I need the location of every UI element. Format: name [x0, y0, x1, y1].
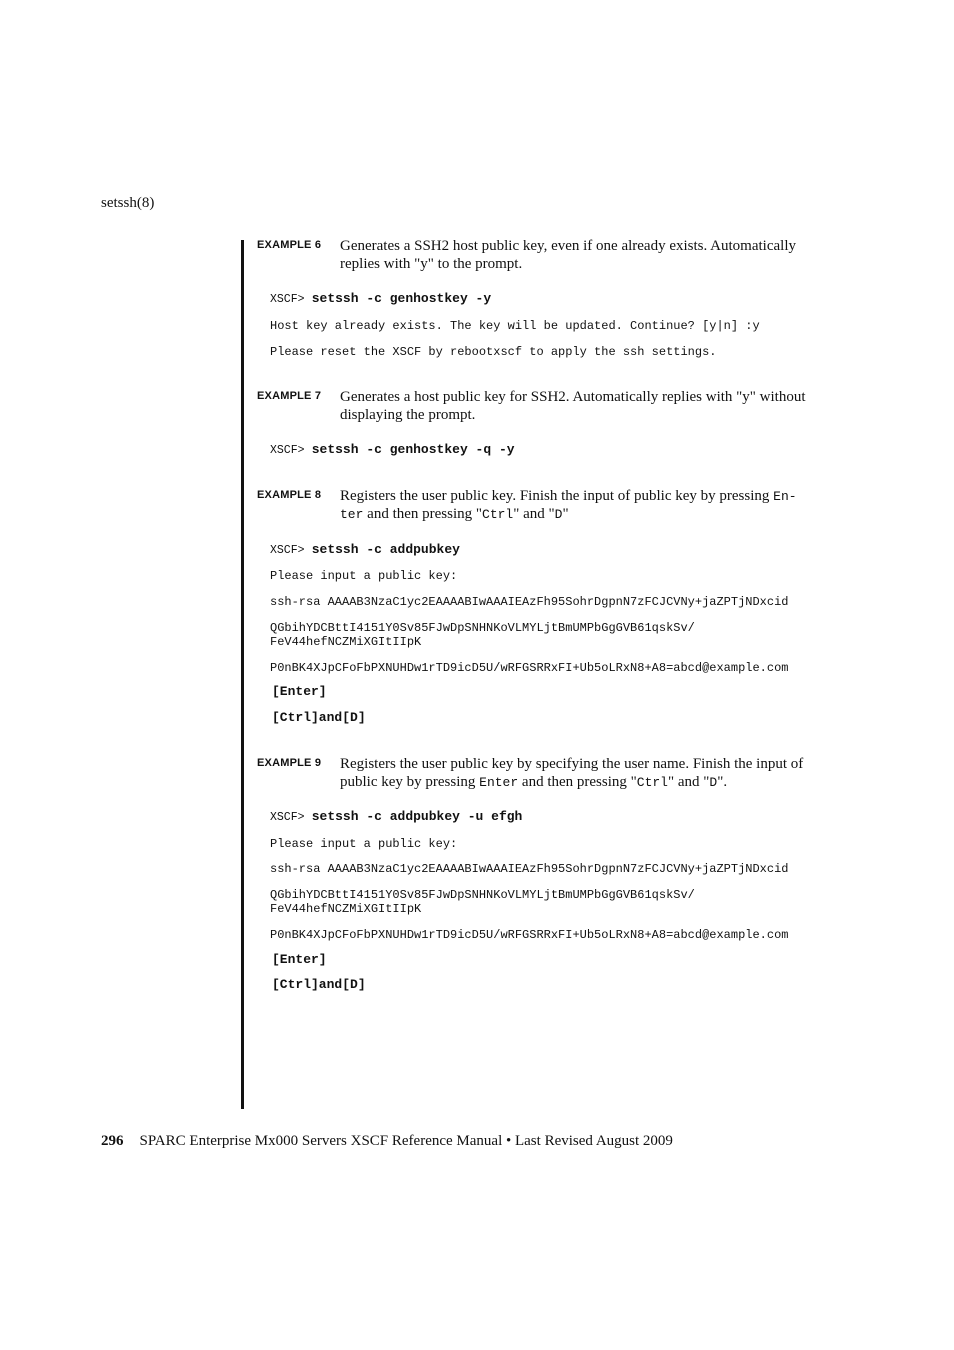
- change-bar: [241, 240, 244, 1109]
- key-name: D: [709, 774, 718, 790]
- example-label: EXAMPLE 7: [257, 390, 322, 402]
- key-name: ter: [340, 506, 364, 522]
- output-line: FeV44hefNCZMiXGItIIpK: [270, 902, 422, 916]
- example-8: [257, 488, 837, 523]
- running-header: setssh(8): [101, 195, 155, 211]
- footer-text: SPARC Enterprise Mx000 Servers XSCF Reference Manual • Last Revised August 2009: [139, 1133, 673, 1149]
- output-line: Please input a public key:: [270, 569, 458, 583]
- output-line: Please input a public key:: [270, 837, 458, 851]
- output-line: P0nBK4XJpCFoFbPXNUHDw1rTD9icD5U/wRFGSRRxFI+Ub5oLRxN8+A8=abcd@example.com: [270, 661, 789, 675]
- prompt: XSCF>: [270, 811, 305, 824]
- command: setssh -c genhostkey -y: [311, 291, 492, 306]
- example-label: EXAMPLE 9: [257, 757, 322, 769]
- key-name: Enter: [479, 774, 519, 790]
- prompt: XSCF>: [270, 444, 305, 457]
- description-text: ": [562, 505, 569, 522]
- output-line: Host key already exists. The key will be updated. Continue? [y|n] :y: [270, 319, 760, 333]
- command-line: [270, 292, 491, 307]
- description-text: Registers the user public key. Finish the input of public key by pressing: [340, 488, 774, 504]
- description-line: [340, 774, 837, 792]
- output-line: Please reset the XSCF by rebootxscf to apply the ssh settings.: [270, 345, 717, 359]
- prompt: XSCF>: [270, 293, 305, 306]
- command-line: [270, 810, 522, 825]
- description-line: [340, 488, 837, 506]
- description-text: and then pressing ": [363, 505, 483, 522]
- description-line: [340, 506, 837, 524]
- description-line: Generates a host public key for SSH2. Automatically replies with "y" without: [340, 389, 806, 405]
- example-description: [340, 238, 837, 273]
- key-instruction: [Enter]: [272, 684, 327, 699]
- command-line: [270, 543, 460, 558]
- output-line: QGbihYDCBttI4151Y0Sv85FJwDpSNHNKoVLMYLjtBmUMPbGgGVB61qskSv/: [270, 888, 695, 902]
- description-text: " and ": [668, 773, 710, 790]
- example-7: [257, 389, 837, 424]
- command: setssh -c addpubkey: [311, 542, 460, 557]
- example-6: [257, 238, 837, 273]
- key-name: D: [554, 506, 563, 522]
- description-text: public key by pressing: [340, 773, 480, 790]
- key-name: Ctrl: [482, 506, 514, 522]
- page-footer: [101, 1133, 673, 1150]
- command: setssh -c addpubkey -u efgh: [311, 809, 523, 824]
- key-instruction: [Ctrl]and[D]: [272, 710, 366, 725]
- output-line: FeV44hefNCZMiXGItIIpK: [270, 635, 422, 649]
- output-line: ssh-rsa AAAAB3NzaC1yc2EAAAABIwAAAIEAzFh95SohrDgpnN7zFCJCVNy+jaZPTjNDxcid: [270, 862, 789, 876]
- description-text: and then pressing ": [518, 773, 637, 790]
- example-label: EXAMPLE 8: [257, 489, 322, 501]
- key-name: En-: [773, 489, 797, 504]
- description-line: Generates a SSH2 host public key, even if one already exists. Automatically: [340, 238, 796, 254]
- key-instruction: [Enter]: [272, 952, 327, 967]
- output-line: P0nBK4XJpCFoFbPXNUHDw1rTD9icD5U/wRFGSRRxFI+Ub5oLRxN8+A8=abcd@example.com: [270, 928, 789, 942]
- description-line: displaying the prompt.: [340, 406, 476, 423]
- key-name: Ctrl: [636, 774, 668, 790]
- description-text: " and ": [513, 505, 555, 522]
- command: setssh -c genhostkey -q -y: [311, 442, 515, 457]
- example-label: EXAMPLE 6: [257, 239, 322, 251]
- description-line: Registers the user public key by specifying the user name. Finish the input of: [340, 756, 804, 772]
- description-text: ".: [717, 773, 728, 790]
- example-9: [257, 756, 837, 791]
- example-description: [340, 756, 837, 791]
- prompt: XSCF>: [270, 544, 305, 557]
- key-instruction: [Ctrl]and[D]: [272, 977, 366, 992]
- page-number: 296: [101, 1133, 124, 1149]
- example-description: [340, 389, 837, 424]
- example-description: [340, 488, 837, 523]
- description-line: replies with "y" to the prompt.: [340, 255, 523, 272]
- output-line: QGbihYDCBttI4151Y0Sv85FJwDpSNHNKoVLMYLjtBmUMPbGgGVB61qskSv/: [270, 621, 695, 635]
- output-line: ssh-rsa AAAAB3NzaC1yc2EAAAABIwAAAIEAzFh95SohrDgpnN7zFCJCVNy+jaZPTjNDxcid: [270, 595, 789, 609]
- command-line: [270, 443, 515, 458]
